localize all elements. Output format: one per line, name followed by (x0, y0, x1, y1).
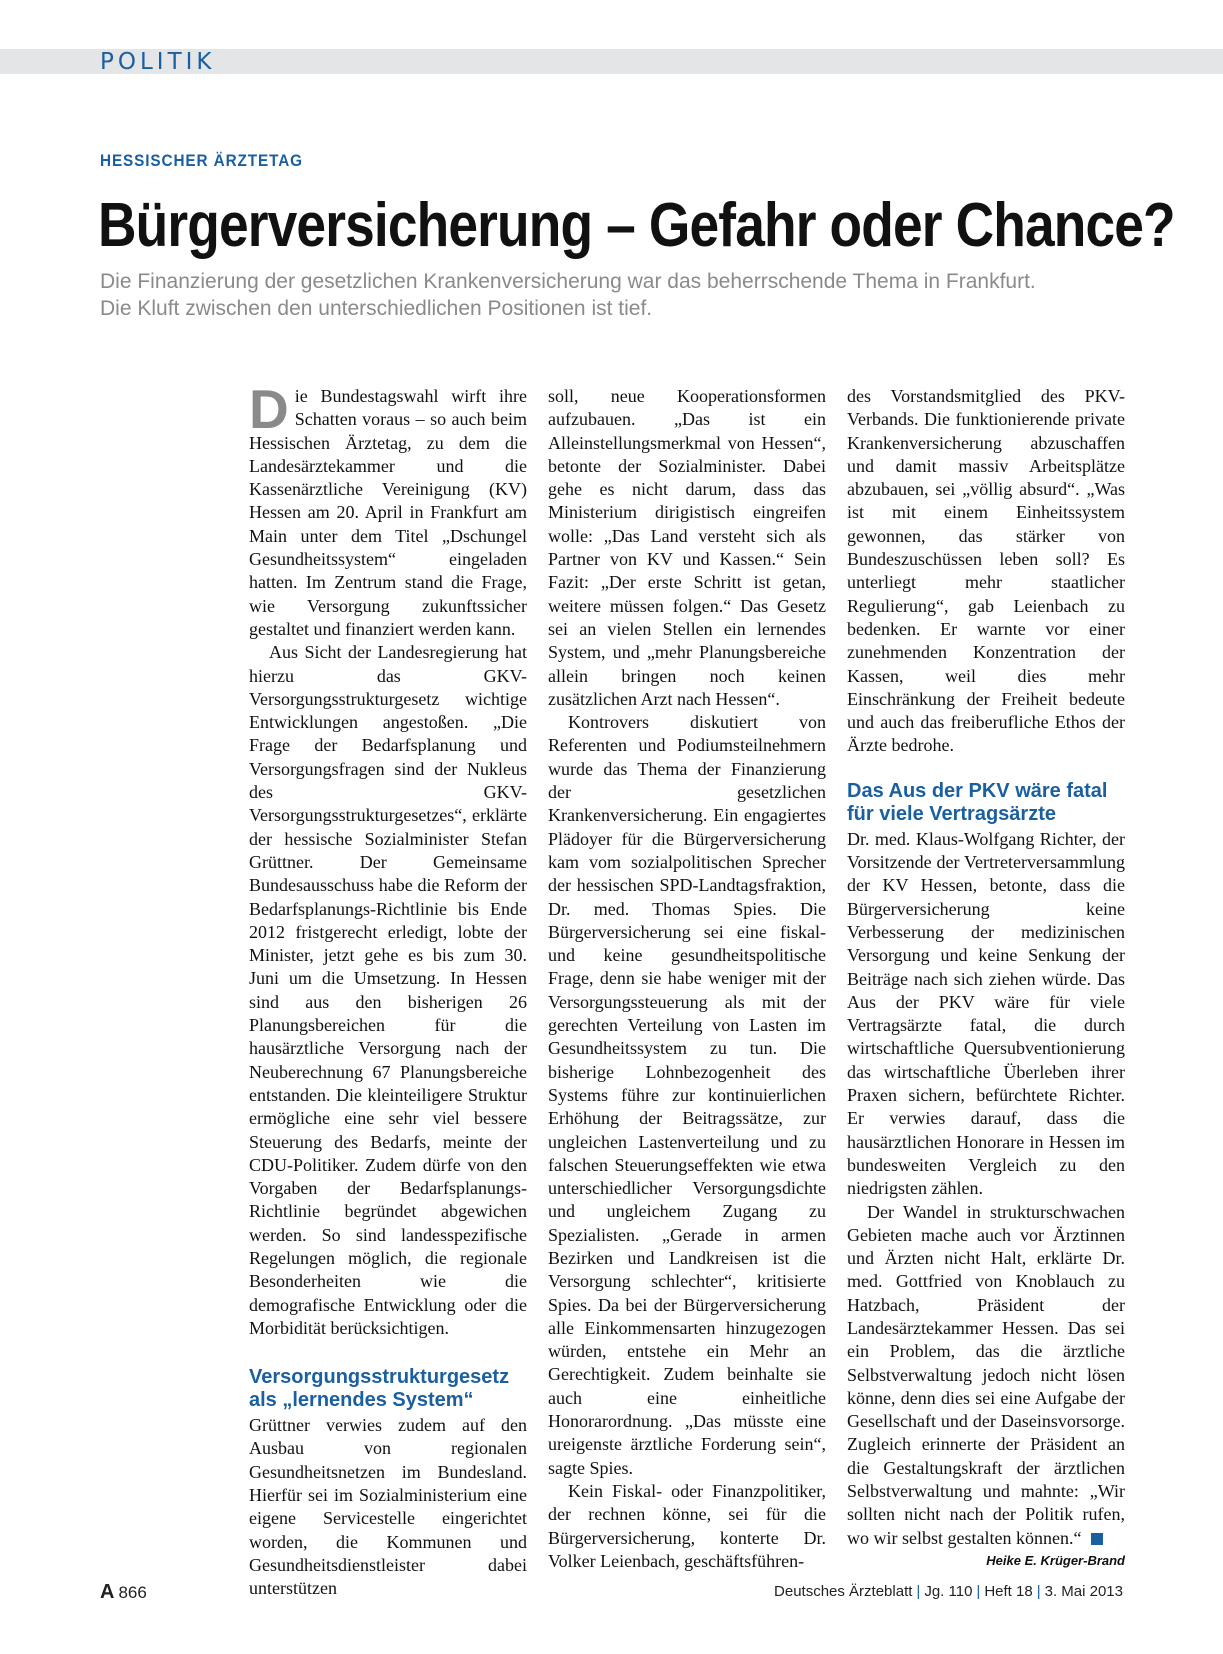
paragraph: Dr. med. Klaus-Wolfgang Richter, der Vorsitzende der Vertreterversammlung der KV Hessen, betonte, dass die Bürgerversicherung keine Verbesserung der medizinischen Versorgung und keine Senkung der Beiträge nach sich ziehen würde. Das Aus der PKV wäre für viele Vertragsärzte fatal, die durch wirtschaftliche Quersubventionierung das wirtschaftliche Überleben ihrer Praxen sichern, befürchtete Richter. Er verwies darauf, dass die hausärztlichen Honorare in Hessen im bundesweiten Vergleich zu den niedrigsten zählen. (847, 828, 1125, 1199)
page-prefix: A (100, 1581, 115, 1603)
author-byline: Heike E. Krüger-Brand (986, 1552, 1125, 1568)
paragraph-text: Der Wandel in strukturschwachen Gebieten mache auch vor Ärztinnen und Ärzten nicht Halt, erklärte Dr. med. Gottfried von Knoblauch zu Hatzbach, Präsident der Landesärztekammer Hessen. Das sei ein Problem, das die ärztliche Selbstverwaltung jedoch nicht lösen könne, denn dies sei eine Aufgabe der Gesellschaft und der Daseinsvorsorge. Zugleich erinnerte der Präsident an die Gestaltungskraft der ärztlichen Selbstverwaltung und mahnte: „Wir sollten nicht nach der Politik rufen, wo wir selbst gestalten können.“ (847, 1201, 1125, 1548)
drop-cap: D (249, 378, 289, 440)
article-column-2 (548, 385, 826, 1573)
article-kicker: HESSISCHER ÄRZTETAG (100, 151, 303, 170)
paragraph: Kein Fiskal- oder Finanzpolitiker, der rechnen könne, sei für die Bürgerversicherung, konterte Dr. Volker Leienbach, geschäftsführen- (548, 1480, 826, 1571)
article-lead: Die Finanzierung der gesetzlichen Krankenversicherung war das beherrschende Thema in Frankfurt. Die Kluft zwischen den unterschiedlichen Positionen ist tief. (100, 270, 1036, 320)
end-mark-icon (1091, 1533, 1103, 1545)
section-label: POLITIK (100, 49, 216, 75)
paragraph (249, 378, 527, 641)
issue-date: 3. Mai 2013 (1044, 1583, 1123, 1600)
article-headline: Bürgerversicherung – Gefahr oder Chance? (98, 191, 1175, 260)
page-number-value: 866 (118, 1583, 147, 1602)
issue: Heft 18 (984, 1583, 1033, 1600)
paragraph-text: ie Bundestagswahl wirft ihre Schatten voraus – so auch beim Hessischen Ärztetag, zu dem die Landesärztekammer und die Kassenärztliche Vereinigung (KV) Hessen am 20. April in Frankfurt am Main unter dem Titel „Dschungel Gesundheitssystem“ eingeladen hatten. Im Zentrum stand die Frage, wie Versorgung zukunftssicher gestaltet und finanziert werden kann. (249, 386, 527, 639)
paragraph: Aus Sicht der Landesregierung hat hierzu das GKV-Versorgungsstrukturgesetz wichtige Entwicklungen angestoßen. „Die Frage der Bedarfsplanung und Versorgungsfragen sind der Nukleus des GKV-Versorgungsstrukturgesetzes“, erklärte der hessische Sozialminister Stefan Grüttner. Der Gemeinsame Bundesausschuss habe die Reform der Bedarfsplanungs-Richtlinie bis Ende 2012 fristgerecht erledigt, lobte der Minister, jetzt gehe es bis zum 30. Juni um die Umsetzung. In Hessen sind aus den bisherigen 26 Planungsbereichen für die hausärztliche Versorgung nach der Neuberechnung 67 Planungsbereiche entstanden. Die kleinteiligere Struktur ermögliche eine sehr viel bessere Steuerung des Bedarfs, meinte der CDU-Politiker. Zudem dürfe von den Vorgaben der Bedarfsplanungs-Richtlinie begründet abgewichen werden. So sind landesspezifische Regelungen möglich, die regionale Besonderheiten wie die demografische Entwicklung oder die Morbidität berücksichtigen. (249, 642, 527, 1338)
subheading: Versorgungsstrukturgesetz als „lernendes System“ (249, 1366, 510, 1412)
article-column-1 (249, 378, 527, 1601)
volume: Jg. 110 (924, 1583, 973, 1600)
footer-separator: | (916, 1583, 921, 1600)
footer-separator: | (1036, 1583, 1041, 1600)
subheading: Das Aus der PKV wäre fatal für viele Vertragsärzte (847, 779, 1108, 825)
article-column-3 (847, 385, 1125, 1572)
paragraph: Grüttner verwies zudem auf den Ausbau von regionalen Gesundheitsnetzen im Bundesland. Hierfür sei im Sozialministerium eine eigene Servicestelle eingerichtet worden, die Kommunen und Gesundheitsdienstleister dabei unterstützen (249, 1415, 527, 1599)
paragraph: Kontrovers diskutiert von Referenten und Podiumsteilnehmern wurde das Thema der Finanzierung der gesetzlichen Krankenversicherung. Ein engagiertes Plädoyer für die Bürgerversicherung kam vom sozialpolitischen Sprecher der hessischen SPD-Landtagsfraktion, Dr. med. Thomas Spies. Die Bürgerversicherung sei eine fiskal- und keine gesundheitspolitische Frage, denn sie habe weniger mit der Versorgungssteuerung als mit der gerechten Verteilung von Lasten im Gesundheitssystem zu tun. Die bisherige Lohnbezogenheit des Systems führe zur kontinuierlichen Erhöhung der Beitragssätze, zur ungleichen Lastenverteilung und zu falschen Steuerungseffekten wie etwa unterschiedlicher Versorgungsdichte und ungleichem Zugang zu Spezialisten. „Gerade in armen Bezirken und Landkreisen ist die Versorgung schlechter“, kritisierte Spies. Da bei der Bürgerversicherung alle Einkommensarten hinzugezogen würden, entstehe ein Mehr an Gerechtigkeit. Zudem beinhalte sie auch eine einheitliche Honorarordnung. „Das müsste eine ureigenste ärztliche Forderung sein“, sagte Spies. (548, 712, 826, 1478)
paragraph (847, 1201, 1125, 1550)
publication-footer (774, 1583, 1123, 1600)
paragraph: des Vorstandsmitglied des PKV-Verbands. Die funktionierende private Krankenversicherung abzuschaffen und damit massiv Arbeitsplätze abzubauen, sei „völlig absurd“. „Was ist mit einem Einheitssystem gewonnen, das stärker von Bundeszuschüssen leben soll? Es unterliegt mehr staatlicher Regulierung“, gab Leienbach zu bedenken. Er warnte vor einer zunehmenden Konzentration der Kassen, weil dies mehr Einschränkung der Freiheit bedeute und auch das freiberufliche Ethos der Ärzte bedrohe. (847, 386, 1125, 756)
paragraph: soll, neue Kooperationsformen aufzubauen. „Das ist ein Alleinstellungsmerkmal von Hessen“, betonte der Sozialminister. Dabei gehe es nicht darum, dass das Ministerium dirigistisch eingreifen wolle: „Das Land versteht sich als Partner von KV und Kassen.“ Sein Fazit: „Der erste Schritt ist getan, weitere müssen folgen.“ Das Gesetz sei an vielen Stellen ein lernendes System, und „mehr Planungsbereiche allein bringen noch keinen zusätzlichen Arzt nach Hessen“. (548, 386, 826, 709)
publication-name: Deutsches Ärzteblatt (774, 1583, 913, 1600)
footer-separator: | (976, 1583, 981, 1600)
page-number (100, 1581, 147, 1604)
